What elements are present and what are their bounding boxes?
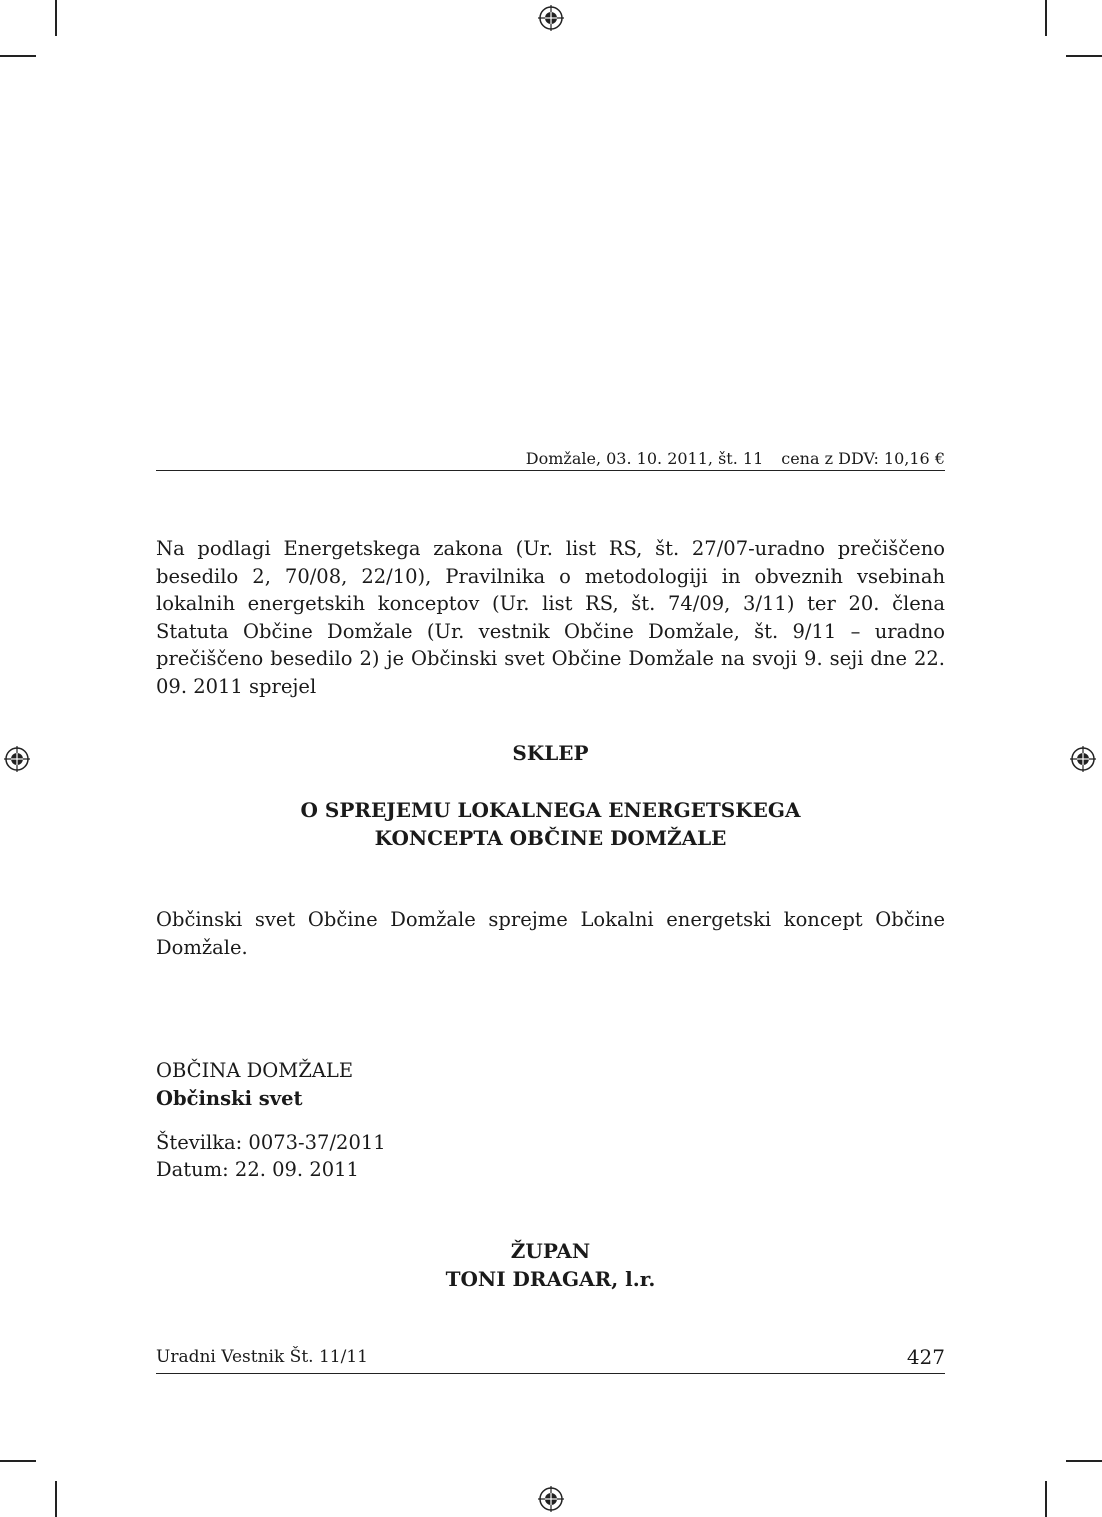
registration-mark-icon — [4, 746, 30, 772]
issuer-municipality: OBČINA DOMŽALE — [156, 1059, 354, 1082]
footer-publication: Uradni Vestnik Št. 11/11 — [156, 1347, 368, 1367]
page-header — [156, 448, 945, 471]
crop-mark — [0, 1460, 36, 1462]
registration-mark-icon — [1070, 746, 1096, 772]
crop-mark — [1066, 55, 1102, 57]
intro-paragraph: Na podlagi Energetskega zakona (Ur. list RS, št. 27/07-uradno prečiščeno besedilo 2, 70/08, 22/10), Pravilnika o metodologiji in obveznih vsebinah lokalnih energetskih konceptov (Ur. list RS, št. 74/09, 3/11) ter 20. člena Statuta Občine Domžale (Ur. vestnik Občine Domžale, št. 9/11 – uradno prečiščeno besedilo 2) je Občinski svet Občine Domžale na svoji 9. seji dne 22. 09. 2011 sprejel — [156, 537, 945, 698]
document-subtitle-line2: KONCEPTA OBČINE DOMŽALE — [374, 826, 727, 850]
crop-mark — [1045, 1481, 1047, 1517]
crop-mark — [1066, 1460, 1102, 1462]
signature-name: TONI DRAGAR, l.r. — [445, 1267, 656, 1291]
issuer-body: Občinski svet — [156, 1087, 303, 1110]
registration-mark-icon — [538, 1486, 564, 1512]
crop-mark — [55, 0, 57, 36]
page-footer — [156, 1343, 945, 1374]
crop-mark — [55, 1481, 57, 1517]
registration-mark-icon — [538, 5, 564, 31]
crop-mark — [1045, 0, 1047, 36]
document-subtitle-line1: O SPREJEMU LOKALNEGA ENERGETSKEGA — [300, 798, 801, 822]
signature-role: ŽUPAN — [510, 1239, 591, 1263]
reference-date: Datum: 22. 09. 2011 — [156, 1158, 359, 1181]
crop-mark — [0, 55, 36, 57]
reference-number: Številka: 0073-37/2011 — [156, 1131, 386, 1154]
document-title: SKLEP — [512, 741, 589, 765]
header-price: cena z DDV: 10,16 € — [781, 449, 945, 468]
body-paragraph: Občinski svet Občine Domžale sprejme Lokalni energetski koncept Občine Domžale. — [156, 908, 945, 959]
page-number: 427 — [906, 1345, 945, 1369]
header-place-date: Domžale, 03. 10. 2011, št. 11 — [525, 449, 764, 468]
